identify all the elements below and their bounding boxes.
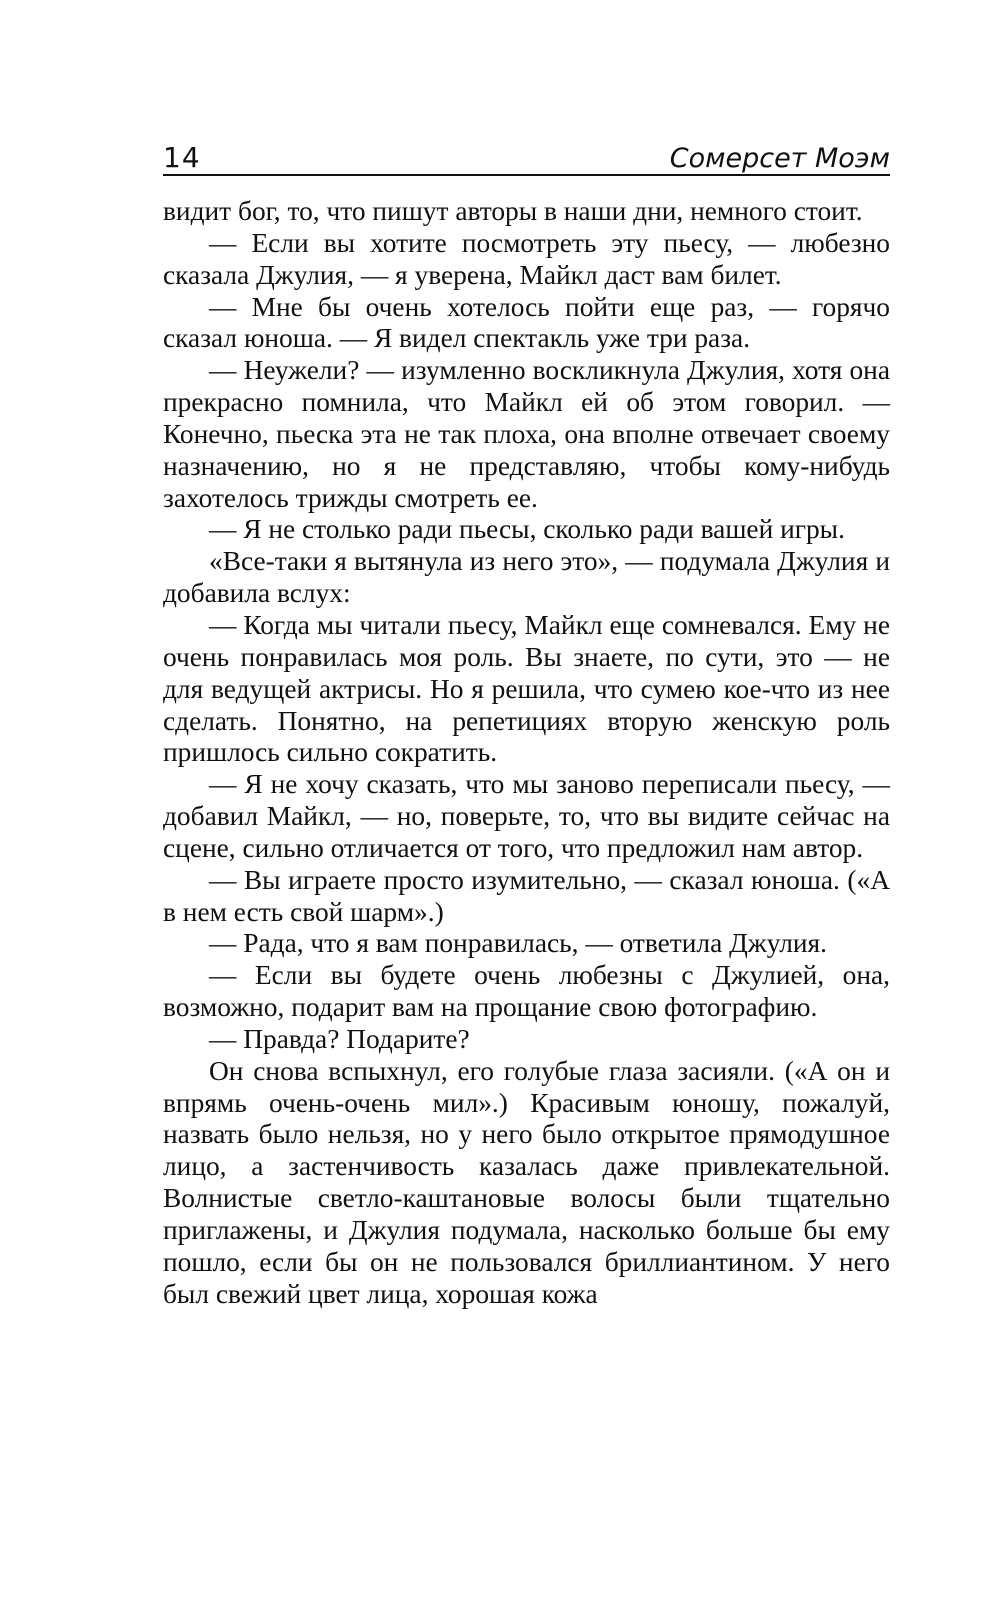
book-page [163,128,890,1311]
page-number: 14 [163,141,201,174]
paragraph: — Рада, что я вам понравилась, — ответила Джулия. [209,928,827,959]
paragraph: — Вы играете просто изумительно, — сказал юноша. («А в нем есть свой шарм».) [163,864,890,927]
paragraph: Он снова вспыхнул, его голубые глаза засияли. («А он и впрямь очень-очень мил».) Красивым юношу, пожалуй, назвать было нельзя, но у него было открытое прямодушное лицо, а застенчивость казалась даже привлекательной. Волнистые светло-каштановые волосы были тщательно приглажены, и Джулия подумала, насколько больше бы ему пошло, если бы он не пользовался бриллиантином. У него был свежий цвет лица, хорошая кожа [163,1055,890,1309]
paragraph: видит бог, то, что пишут авторы в наши дни, немного стоит. [163,196,863,226]
paragraph: «Все-таки я вытянула из него это», — подумала Джулия и добавила вслух: [163,546,890,609]
paragraph: — Если вы будете очень любезны с Джулией, она, возможно, подарит вам на прощание свою фотографию. [163,960,890,1023]
paragraph: — Я не столько ради пьесы, сколько ради вашей игры. [209,514,845,545]
paragraph: — Когда мы читали пьесу, Майкл еще сомневался. Ему не очень понравилась моя роль. Вы знаете, по сути, это — не для ведущей актрисы. Но я решила, что сумею кое-что из нее сделать. Понятно, на репетициях вторую женскую роль пришлось сильно сократить. [163,609,890,768]
paragraph: — Если вы хотите посмотреть эту пьесу, — любезно сказала Джулия, — я уверена, Майкл даст вам билет. [163,227,890,290]
paragraph: — Правда? Подарите? [209,1023,470,1054]
running-head [163,128,890,176]
paragraph: — Неужели? — изумленно воскликнула Джулия, хотя она прекрасно помнила, что Майкл ей об этом говорил. — Конечно, пьеска эта не так плоха, она вполне отвечает своему назначению, но я не представляю, чтобы кому-нибудь захотелось трижды смотреть ее. [163,355,890,513]
body-text [163,196,890,1311]
paragraph: — Мне бы очень хотелось пойти еще раз, — горячо сказал юноша. — Я видел спектакль уже три раза. [163,291,890,354]
running-title: Сомерсет Моэм [669,143,890,174]
paragraph: — Я не хочу сказать, что мы заново переписали пьесу, — добавил Майкл, — но, поверьте, то, что вы видите сейчас на сцене, сильно отличается от того, что предложил нам автор. [163,769,890,863]
